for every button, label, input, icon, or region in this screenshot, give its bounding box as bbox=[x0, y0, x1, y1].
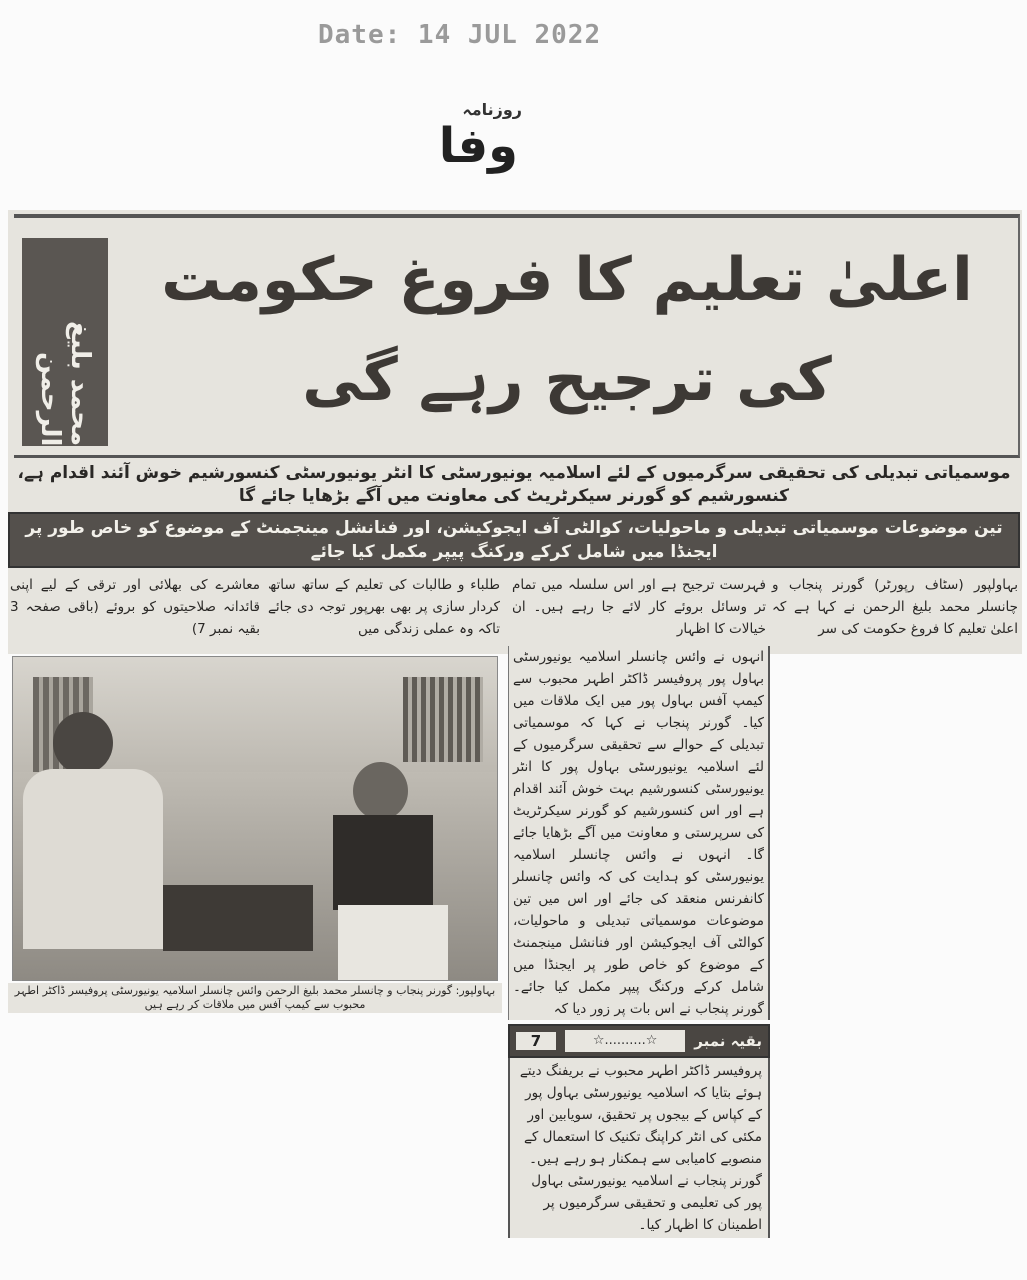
photo-caption: بہاولپور: گورنر پنجاب و چانسلر محمد بلیغ الرحمن وائس چانسلر اسلامیہ یونیورسٹی پروفیسر ڈاکٹر اطہر محبوب سے کیمپ آفس میں ملاقات کر رہے ہیں bbox=[8, 983, 502, 1013]
continuation-number: 7 bbox=[516, 1032, 556, 1050]
person-right-waistcoat bbox=[333, 815, 433, 910]
masthead-label: روزنامہ bbox=[462, 100, 522, 119]
article-column-2: فہرست ترجیح ہے اور اس سلسلہ میں تمام تر وسائل بروئے کار لائے جا رہے ہیں۔ ان خیالات کا اظہار bbox=[512, 577, 766, 637]
article-column-3: طلباء و طالبات کی تعلیم کے ساتھ ساتھ کردار سازی پر بھی بھرپور توجہ دی جائے تاکہ وہ عملی زندگی میں bbox=[268, 577, 500, 637]
continuation-label: بقیہ نمبر bbox=[694, 1032, 762, 1050]
continuation-header bbox=[508, 1024, 770, 1058]
masthead-name: وفا bbox=[438, 118, 518, 174]
side-table bbox=[163, 885, 313, 951]
date-stamp: Date: 14 JUL 2022 bbox=[318, 20, 602, 50]
person-right-legs bbox=[338, 905, 448, 980]
article-column-4: معاشرے کی بھلائی اور ترقی کے لیے اپنی قائدانہ صلاحیتوں کو بروئے (باقی صفحہ 3 بقیہ نمبر 7) bbox=[10, 577, 260, 637]
newspaper-masthead bbox=[420, 100, 530, 180]
headline: اعلیٰ تعلیم کا فروغ حکومت کی ترجیح رہے گی bbox=[161, 245, 973, 415]
middle-column-stack bbox=[508, 574, 770, 1238]
byline: محمد بلیغ الرحمن bbox=[22, 238, 108, 446]
person-left-body bbox=[23, 769, 163, 949]
news-photo bbox=[12, 656, 498, 981]
article-right-column: انہوں نے وائس چانسلر اسلامیہ یونیورسٹی بہاول پور پروفیسر ڈاکٹر اطہر محبوب سے کیمپ آفس بہاول پور میں ایک ملاقات میں کیا۔ گورنر پنجاب نے کہا کہ موسمیاتی تبدیلی کے حوالے سے تحقیقی سرگرمیوں کے لئے اسلامیہ یونیورسٹی بہاول پور کا انٹر یونیورسٹی کنسورشیم بہت خوش آئند اقدام ہے اور اس کنسورشیم کو گورنر سیکرٹریٹ کی سرپرستی و معاونت میں آگے بڑھایا جائے گا۔ انہوں نے وائس چانسلر اسلامیہ یونیورسٹی کو ہدایت کی کہ وائس چانسلر کانفرنس منعقد کی جائے اور اس میں تین موضوعات موسمیاتی تبدیلی و ماحولیات، کوالٹی آف ایجوکیشن اور فنانشل مینجمنٹ کے موضوع کو خاص طور پر ایجنڈا میں شامل کرکے ورکنگ پیپر مکمل کیا جائے۔ گورنر پنجاب نے اس بات پر زور دیا کہ bbox=[508, 646, 770, 1020]
bookshelf-right bbox=[403, 677, 483, 762]
article-column-1: بہاولپور (سٹاف رپورٹر) گورنر پنجاب و چانسلر محمد بلیغ الرحمن نے کہا ہے کہ اعلیٰ تعلیم کا فروغ حکومت کی سر bbox=[772, 577, 1018, 637]
star-divider: ☆..........☆ bbox=[565, 1030, 685, 1052]
subheadline: موسمیاتی تبدیلی کی تحقیقی سرگرمیوں کے لئے اسلامیہ یونیورسٹی کا انٹر یونیورسٹی کنسورشیم خوش آئند اقدام ہے، کنسورشیم کو گورنر سیکرٹریٹ کی معاونت میں آگے بڑھایا جائے گا bbox=[17, 463, 1011, 506]
person-right-head bbox=[353, 762, 408, 820]
subheadline-highlight: تین موضوعات موسمیاتی تبدیلی و ماحولیات، کوالٹی آف ایجوکیشن، اور فنانشل مینجمنٹ کے موضوع کو خاص طور پر ایجنڈا میں شامل کرکے ورکنگ پیپر مکمل کیا جائے bbox=[8, 512, 1020, 568]
person-left-head bbox=[53, 712, 113, 774]
continuation-text: پروفیسر ڈاکٹر اطہر محبوب نے بریفنگ دیتے ہوئے بتایا کہ اسلامیہ یونیورسٹی بہاول پور کے کپاس کے بیجوں پر تحقیق، سویابین اور مکئی کی انٹر کراپنگ تکنیک کا استعمال کے منصوبے کامیابی سے ہمکنار ہو رہے ہیں۔ گورنر پنجاب نے اسلامیہ یونیورسٹی بہاول پور کی تعلیمی و تحقیقی سرگرمیوں پر اطمینان کا اظہار کیا۔ bbox=[508, 1058, 770, 1238]
